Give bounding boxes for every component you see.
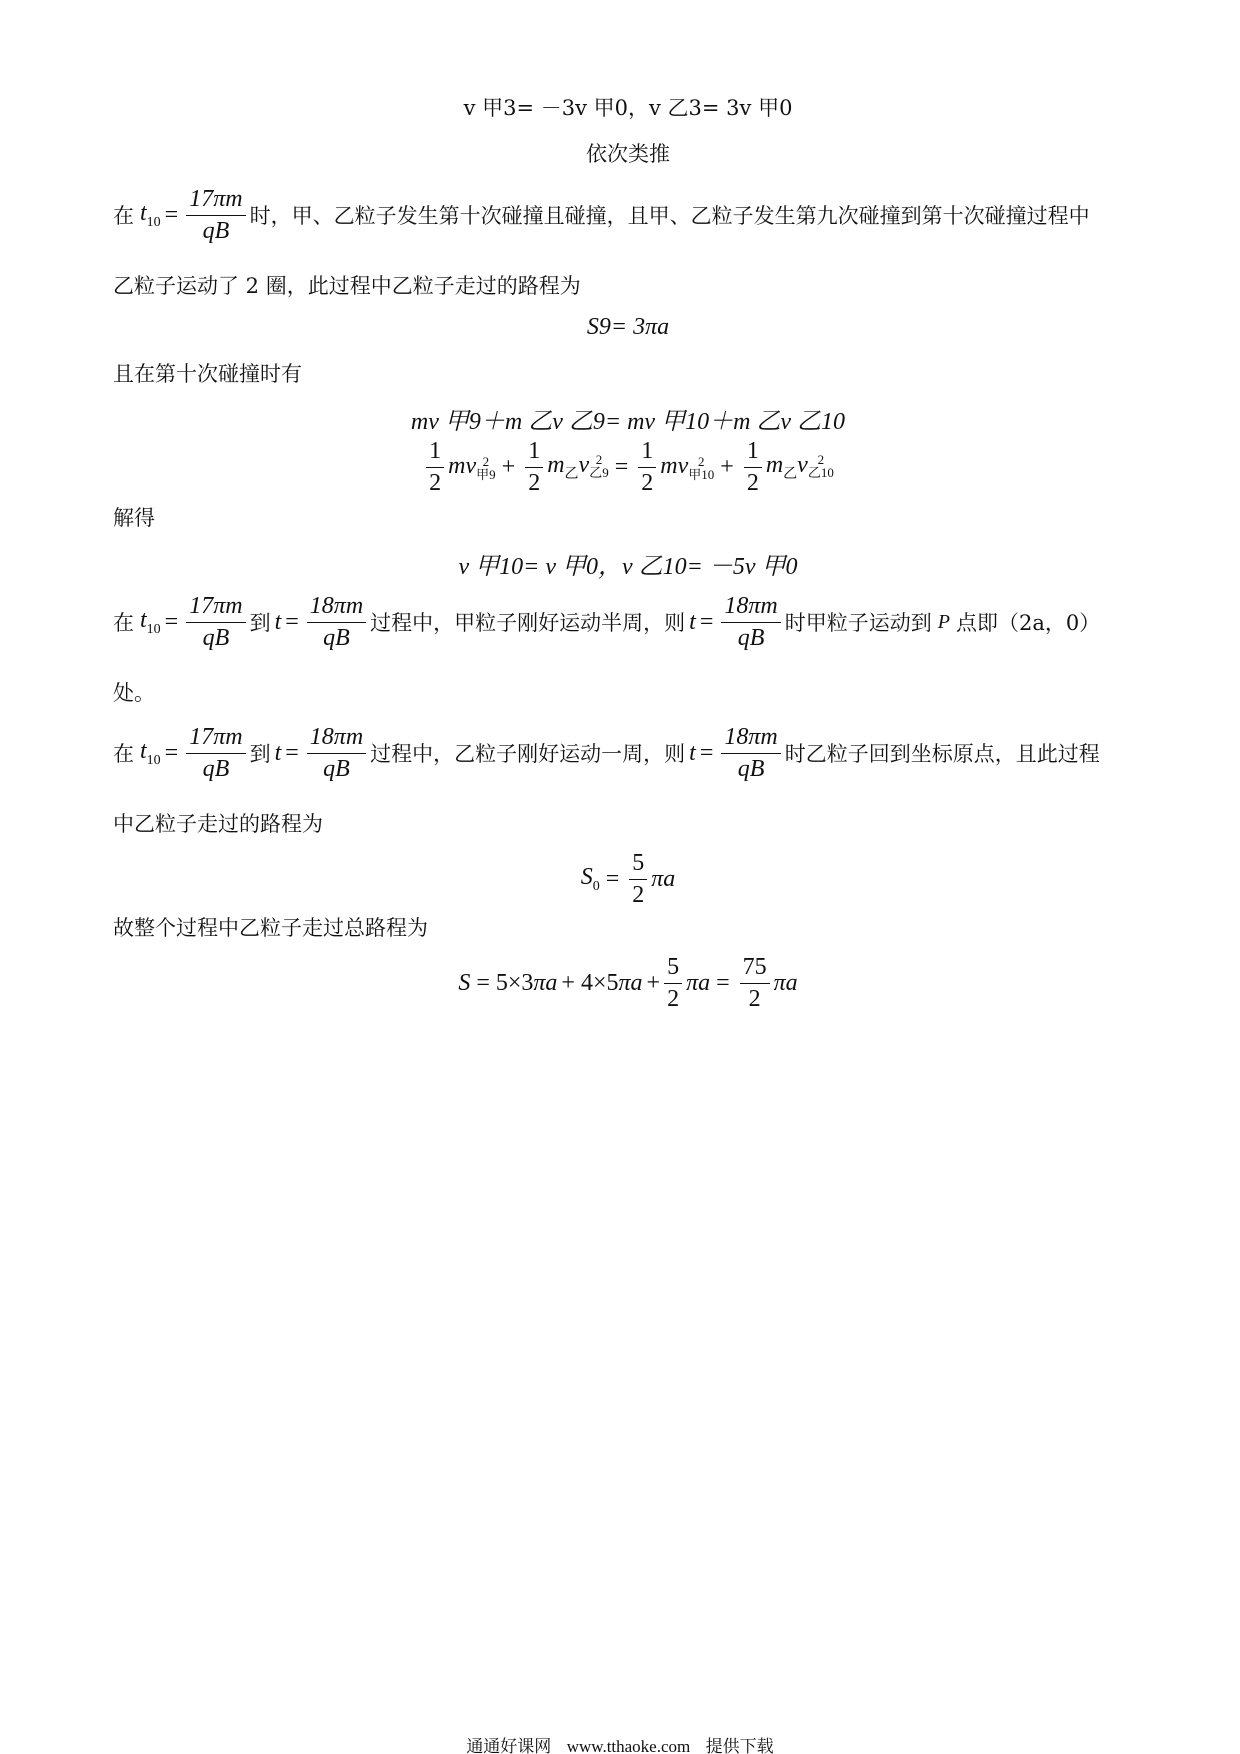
equation-v3 (113, 92, 1143, 122)
equals-sign: = (164, 608, 179, 635)
s0-symbol: $S_0$ (580, 863, 600, 894)
pi-a: πa (618, 969, 643, 996)
fraction-17pim-qB (186, 186, 245, 244)
s-symbol: S (458, 969, 471, 996)
plus-sign: + (646, 969, 661, 996)
paragraph-path-s0 (113, 808, 1143, 838)
equals-sign: = (605, 865, 620, 892)
equation-v3-text: v 甲3= －3v 甲0，v 乙3= 3v 甲0 (463, 96, 793, 120)
equals-sign: = (285, 739, 299, 766)
pi-a: πa (651, 865, 676, 892)
fraction-five-halves: $\frac{5}{2}$ (664, 954, 682, 1012)
fraction-17pim-qB: $\frac{17\pi m}{qB}$ (186, 724, 245, 782)
paragraph-two-laps (113, 270, 1143, 300)
fraction-half: $\frac{1}{2}$ (525, 438, 543, 496)
fraction-half: $\frac{1}{2}$ (638, 438, 656, 496)
fraction-numerator: 17πm (186, 186, 245, 215)
fraction-75-halves: $\frac{75}{2}$ (740, 954, 770, 1012)
paragraph-text: 处。 (113, 681, 155, 705)
footer-url[interactable]: www.tthaoke.com (566, 1737, 691, 1754)
fraction-denominator: qB (202, 217, 230, 244)
paragraph-total-path (113, 912, 1143, 942)
t10-symbol: $t_{10}$ (140, 199, 161, 230)
page-footer (0, 1732, 1240, 1754)
expr-part: = 5×3 (476, 969, 534, 996)
t-symbol: t (689, 739, 696, 766)
equation-s9 (113, 314, 1143, 341)
fraction-half: $\frac{1}{2}$ (744, 438, 762, 496)
text-zai: 在 (113, 611, 134, 635)
equals-sign: = (164, 201, 179, 228)
analogy-line (113, 138, 1143, 168)
t10-symbol: $t_{10}$ (140, 737, 161, 768)
equation-total-s (113, 944, 1143, 1022)
equation-momentum (113, 401, 1143, 436)
equals-sign: = (164, 739, 179, 766)
text-dao: 到 (249, 742, 271, 766)
equation-momentum-text: mv 甲9＋m 乙v 乙9= mv 甲10＋m 乙v 乙10 (410, 409, 846, 435)
fraction-half: $\frac{1}{2}$ (426, 438, 444, 496)
analogy-text: 依次类推 (586, 142, 670, 166)
text-zai: 在 (113, 742, 134, 766)
t-symbol: t (274, 608, 282, 635)
t-symbol: t (689, 608, 696, 635)
paragraph-end (113, 677, 1143, 707)
text-dao: 到 (249, 611, 271, 635)
fraction-18pim-qB: $\frac{18\pi m}{qB}$ (721, 593, 780, 651)
paragraph-text: 时甲粒子运动到 (784, 611, 932, 635)
plus-sign: + (720, 453, 734, 480)
term-m-yi-v-yi9: $m_乙v$ 2 乙9 (547, 451, 609, 482)
text-zai: 在 (113, 204, 134, 228)
footer-suffix: 提供下载 (705, 1737, 774, 1754)
fraction-18pim-qB: $\frac{18\pi m}{qB}$ (721, 724, 780, 782)
equation-s0 (113, 840, 1143, 918)
t10-symbol: $t_{10}$ (140, 606, 161, 637)
paragraph-text: 解得 (113, 506, 155, 530)
paragraph-solve (113, 502, 1143, 532)
paragraph-text: 过程中，甲粒子刚好运动半周，则 (370, 611, 686, 635)
term-m-yi-v-yi10: $m_乙v$ 2 乙10 (765, 451, 834, 482)
point-p-label: P (937, 610, 950, 633)
equals-sign: = (285, 608, 299, 635)
plus-sign: + (501, 453, 516, 480)
paragraph-collision-ten (113, 175, 1143, 255)
fraction-five-halves: $\frac{5}{2}$ (629, 850, 647, 908)
paragraph-text: 点即（2a，0） (955, 611, 1101, 635)
expr-part: + 4×5 (561, 969, 619, 996)
equation-v10 (113, 546, 1143, 581)
equals-sign: = (699, 739, 714, 766)
fraction-18pim-qB: $\frac{18\pi m}{qB}$ (307, 724, 366, 782)
fraction-18pim-qB: $\frac{18\pi m}{qB}$ (307, 593, 366, 651)
equals-sign: = (716, 969, 730, 996)
pi-a: πa (773, 969, 798, 996)
paragraph-tenth-collision (113, 358, 1143, 388)
paragraph-text: 故整个过程中乙粒子走过总路程为 (113, 916, 428, 940)
equation-v10-text: v 甲10= v 甲0，v 乙10= －5v 甲0 (458, 554, 798, 580)
fraction-17pim-qB: $\frac{17\pi m}{qB}$ (186, 593, 245, 651)
paragraph-text: 且在第十次碰撞时有 (113, 362, 302, 386)
paragraph-text: 时，甲、乙粒子发生第十次碰撞且碰撞，且甲、乙粒子发生第九次碰撞到第十次碰撞过程中 (249, 204, 1090, 228)
equals-sign: = (614, 453, 629, 480)
paragraph-text: 过程中，乙粒子刚好运动一周，则 (370, 742, 686, 766)
pi-a: πa (686, 969, 711, 996)
paragraph-half-turn (113, 582, 1143, 662)
equation-s9-text: S9= 3πa (586, 314, 670, 340)
paragraph-text: 时乙粒子回到坐标原点，且此过程 (784, 742, 1100, 766)
equals-sign: = (699, 608, 714, 635)
pi-a: πa (533, 969, 558, 996)
paragraph-text: 乙粒子运动了 2 圈，此过程中乙粒子走过的路程为 (113, 274, 581, 298)
paragraph-full-turn (113, 713, 1143, 793)
term-m-v-jia10: mv 2 甲10 (660, 453, 715, 482)
term-m-v-jia9: mv 2 甲9 (448, 453, 496, 482)
equation-energy (113, 436, 1143, 498)
t-symbol: t (274, 739, 282, 766)
footer-site-name: 通通好课网 (466, 1737, 552, 1754)
paragraph-text: 中乙粒子走过的路程为 (113, 812, 323, 836)
